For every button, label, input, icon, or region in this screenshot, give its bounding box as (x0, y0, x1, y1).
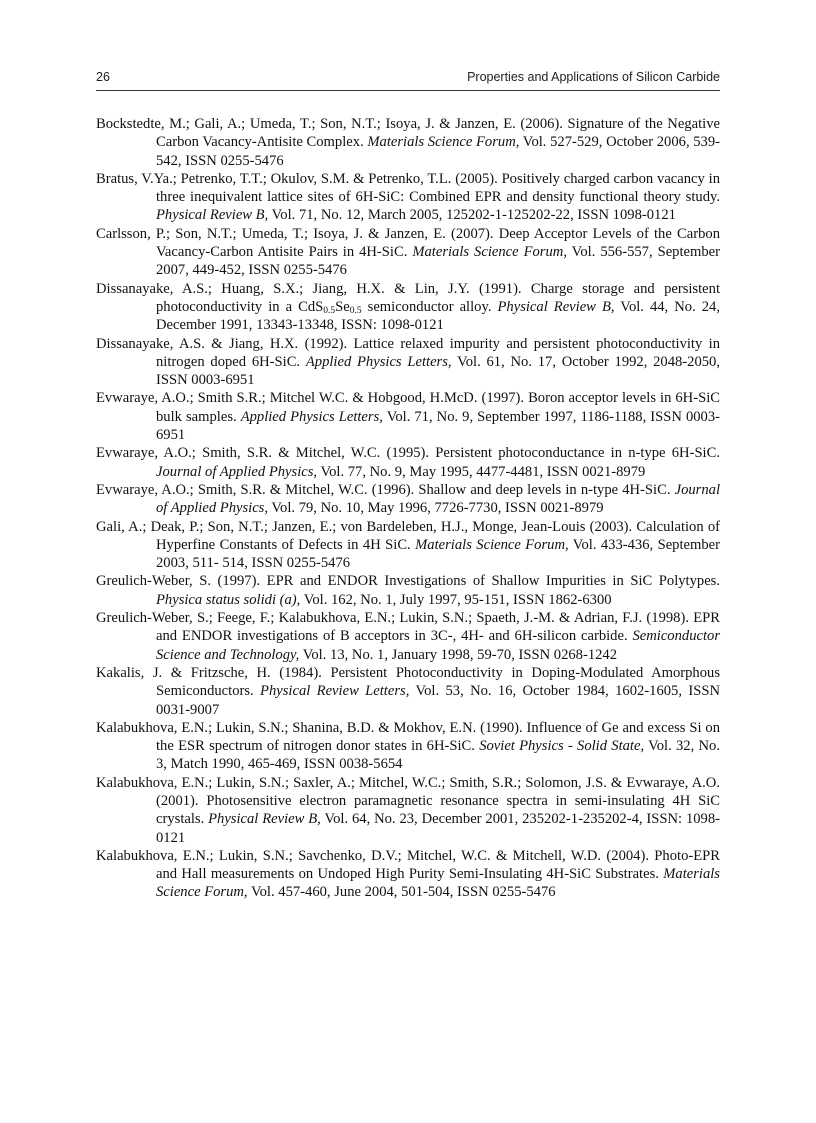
running-title: Properties and Applications of Silicon Carbide (467, 70, 720, 84)
journal-title: Physical Review B, (208, 811, 321, 828)
reference-item: Kakalis, J. & Fritzsche, H. (1984). Persistent Photoconductivity in Doping-Modulated Amorphous Semiconductors. Physical Review Letters, Vol. 53, No. 16, October 1984, 1602-1605, ISSN 0031-9007 (96, 664, 720, 718)
journal-title: Materials Science Forum, (412, 244, 567, 261)
journal-title: Physical Review B, (156, 207, 269, 224)
journal-title: Applied Physics Letters, (240, 408, 383, 425)
journal-title: Semiconductor Science and Technology, (156, 628, 720, 663)
reference-item: Kalabukhova, E.N.; Lukin, S.N.; Saxler, A.; Mitchel, W.C.; Smith, S.R.; Solomon, J.S. & Evwaraye, A.O. (2001). Photosensitive electron paramagnetic resonance spectra in semi-insulating 4H SiC crystals. Physical Review B, Vol. 64, No. 23, December 2001, 235202-1-235202-4, ISSN: 1098-0121 (96, 774, 720, 846)
reference-item: Evwaraye, A.O.; Smith, S.R. & Mitchel, W.C. (1996). Shallow and deep levels in n-type 4H-SiC. Journal of Applied Physics, Vol. 79, No. 10, May 1996, 7726-7730, ISSN 0021-8979 (96, 481, 720, 517)
journal-title: Materials Science Forum, (156, 866, 720, 901)
reference-item: Dissanayake, A.S.; Huang, S.X.; Jiang, H.X. & Lin, J.Y. (1991). Charge storage and persistent photoconductivity in a $CdS_{0.5}Se_{0.5}$ semiconductor alloy. Physical Review B, Vol. 44, No. 24, December 1991, 13343-13348, ISSN: 1098-0121 (96, 280, 720, 334)
journal-title: Materials Science Forum, (367, 134, 520, 151)
journal-title: Journal of Applied Physics, (156, 481, 720, 517)
reference-item: Evwaraye, A.O.; Smith S.R.; Mitchel W.C. & Hobgood, H.McD. (1997). Boron acceptor levels in 6H-SiC bulk samples. Applied Physics Letters, Vol. 71, No. 9, September 1997, 1186-1188, ISSN 0003-6951 (96, 390, 720, 444)
reference-item: Gali, A.; Deak, P.; Son, N.T.; Janzen, E.; von Bardeleben, H.J., Monge, Jean-Louis (2003). Calculation of Hyperfine Constants of Defects in 4H SiC. Materials Science Forum, Vol. 433-436, September 2003, 511- 514, ISSN 0255-5476 (96, 518, 721, 572)
reference-item: Carlsson, P.; Son, N.T.; Umeda, T.; Isoya, J. & Janzen, E. (2007). Deep Acceptor Levels of the Carbon Vacancy-Carbon Antisite Pairs in 4H-SiC. Materials Science Forum, Vol. 556-557, September 2007, 449-452, ISSN 0255-5476 (96, 225, 720, 279)
reference-item: Bockstedte, M.; Gali, A.; Umeda, T.; Son, N.T.; Isoya, J. & Janzen, E. (2006). Signature of the Negative Carbon Vacancy-Antisite Complex. Materials Science Forum, Vol. 527-529, October 2006, 539-542, ISSN 0255-5476 (96, 116, 721, 169)
journal-title: Applied Physics Letters, (305, 353, 452, 370)
reference-item: Greulich-Weber, S.; Feege, F.; Kalabukhova, E.N.; Lukin, S.N.; Spaeth, J.-M. & Adrian, F.J. (1998). EPR and ENDOR investigations of B acceptors in 3C-, 4H- and 6H-silicon carbide. Semiconductor Science and Technology, Vol. 13, No. 1, January 1998, 59-70, ISSN 0268-1242 (96, 610, 720, 663)
journal-title: Physical Review Letters, (260, 683, 410, 700)
reference-item: Evwaraye, A.O.; Smith, S.R. & Mitchel, W.C. (1995). Persistent photoconductance in n-type 6H-SiC. Journal of Applied Physics, Vol. 77, No. 9, May 1995, 4477-4481, ISSN 0021-8979 (96, 445, 720, 480)
reference-item: Greulich-Weber, S. (1997). EPR and ENDOR Investigations of Shallow Impurities in SiC Polytypes. Physica status solidi (a), Vol. 162, No. 1, July 1997, 95-151, ISSN 1862-6300 (96, 573, 720, 608)
journal-title: Physica status solidi (a), (156, 591, 301, 608)
running-header (96, 70, 720, 91)
journal-title: Materials Science Forum, (415, 536, 569, 553)
journal-title: Soviet Physics - Solid State, (479, 738, 645, 755)
reference-item: Kalabukhova, E.N.; Lukin, S.N.; Savchenko, D.V.; Mitchel, W.C. & Mitchell, W.D. (2004). Photo-EPR and Hall measurements on Undoped High Purity Semi-Insulating 4H-SiC Substrates. Materials Science Forum, Vol. 457-460, June 2004, 501-504, ISSN 0255-5476 (96, 847, 720, 901)
reference-list (96, 115, 720, 902)
reference-item: Bratus, V.Ya.; Petrenko, T.T.; Okulov, S.M. & Petrenko, T.L. (2005). Positively charged carbon vacancy in three inequivalent lattice sites of 6H-SiC: Combined EPR and density functional theory study. Physical Review B, Vol. 71, No. 12, March 2005, 125202-1-125202-22, ISSN 1098-0121 (96, 170, 720, 224)
journal-title: Physical Review B, (497, 298, 615, 315)
journal-title: Journal of Applied Physics, (156, 463, 318, 480)
reference-item: Kalabukhova, E.N.; Lukin, S.N.; Shanina, B.D. & Mokhov, E.N. (1990). Influence of Ge and excess Si on the ESR spectrum of nitrogen donor states in 6H-SiC. Soviet Physics - Solid State, Vol. 32, No. 3, Match 1990, 465-469, ISSN 0038-5654 (96, 719, 720, 773)
page-number: 26 (96, 70, 110, 84)
reference-item: Dissanayake, A.S. & Jiang, H.X. (1992). Lattice relaxed impurity and persistent photoconductivity in nitrogen doped 6H-SiC. Applied Physics Letters, Vol. 61, No. 17, October 1992, 2048-2050, ISSN 0003-6951 (96, 335, 721, 389)
